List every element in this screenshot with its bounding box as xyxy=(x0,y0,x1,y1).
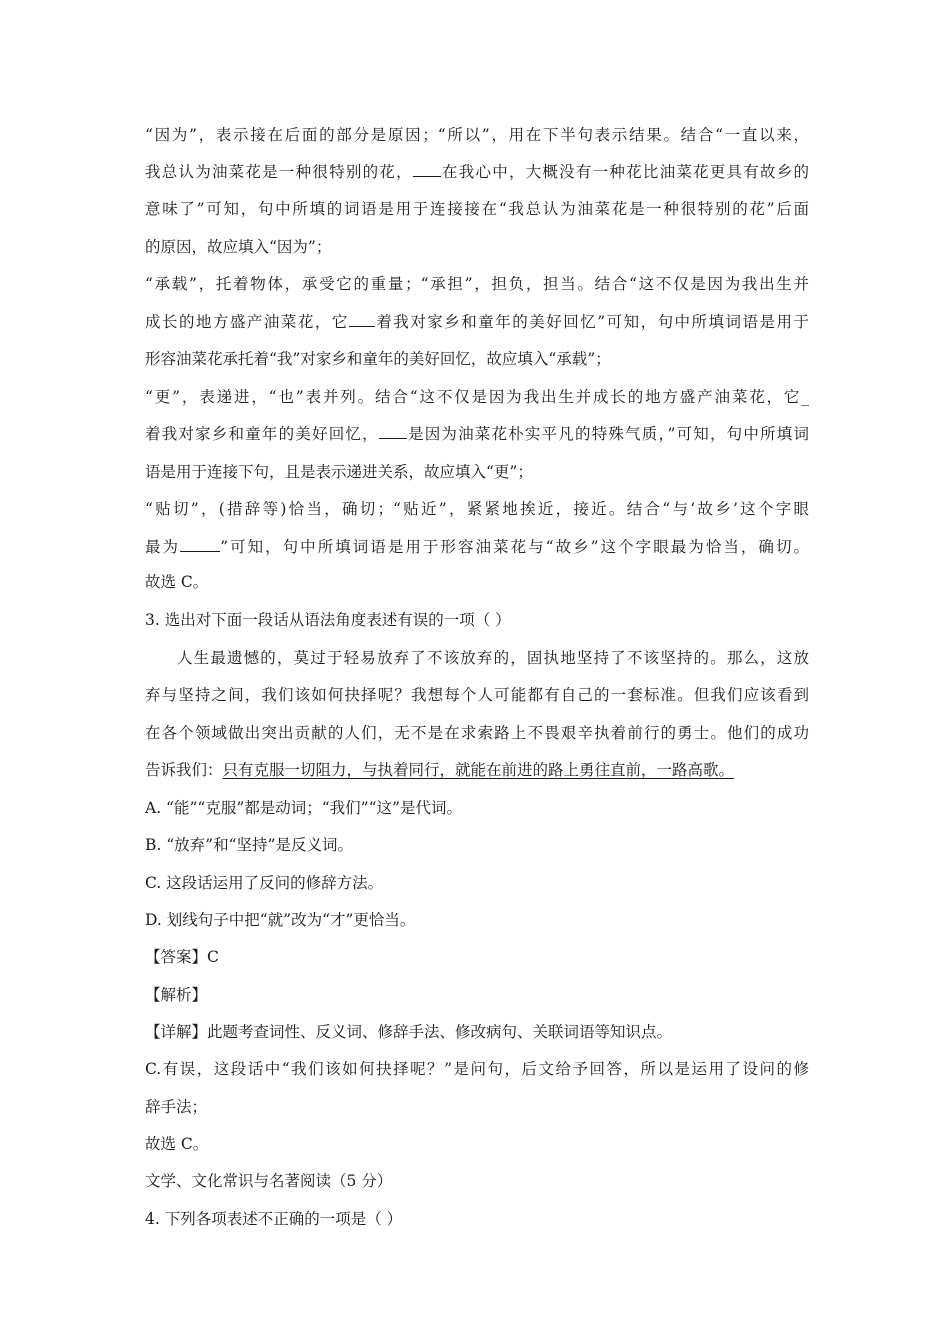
section-heading: 文学、文化常识与名著阅读（5 分） xyxy=(145,1172,393,1190)
answer-label: 【答案】C xyxy=(145,948,219,966)
fill-in-blank xyxy=(349,312,375,327)
underlined-sentence: 只有克服一切阻力，与执着同行，就能在前进的路上勇往直前，一路高歌。 xyxy=(222,761,735,779)
fill-in-blank xyxy=(413,162,441,177)
passage-line: 在各个领域做出突出贡献的人们，无不是在求索路上不畏艰辛执着前行的勇士。他们的成功 xyxy=(145,724,809,742)
text-line: C.有误，这段话中“我们该如何抉择呢？”是问句，后文给予回答，所以是运用了设问的修 xyxy=(145,1060,809,1078)
passage-line: 告诉我们：只有克服一切阻力，与执着同行，就能在前进的路上勇往直前，一路高歌。 xyxy=(145,761,735,779)
text-line: “因为”，表示接在后面的部分是原因；“所以”，用在下半句表示结果。结合“一直以来， xyxy=(145,126,809,144)
option-a: A. “能”“克服”都是动词；“我们”“这”是代词。 xyxy=(145,799,462,817)
text-line: 着我对家乡和童年的美好回忆， 是因为油菜花朴实平凡的特殊气质，”可知，句中所填词 xyxy=(145,425,809,443)
text-line: 故选 C。 xyxy=(145,1135,209,1153)
text-line: 辞手法； xyxy=(145,1098,208,1116)
fill-in-blank xyxy=(180,537,220,552)
option-c: C. 这段话运用了反问的修辞方法。 xyxy=(145,874,384,892)
option-d: D. 划线句子中把“就”改为“才”更恰当。 xyxy=(145,911,416,929)
question-3-heading: 3. 选出对下面一段话从语法角度表述有误的一项（ ） xyxy=(145,611,511,629)
analysis-label: 【解析】 xyxy=(145,986,208,1004)
question-4-heading: 4. 下列各项表述不正确的一项是（ ） xyxy=(145,1210,403,1228)
text-line: 故选 C。 xyxy=(145,573,209,591)
fill-in-blank xyxy=(379,424,407,439)
text-line: “更”，表递进，“也”表并列。结合“这不仅是因为我出生并成长的地方盛产油菜花，它_ xyxy=(145,388,809,406)
passage-line: 人生最遗憾的，莫过于轻易放弃了不该放弃的，固执地坚持了不该坚持的。那么，这放 xyxy=(177,649,809,667)
detail-line: 【详解】此题考查词性、反义词、修辞手法、修改病句、关联词语等知识点。 xyxy=(145,1023,673,1041)
text-line: 我总认为油菜花是一种很特别的花， 在我心中，大概没有一种花比油菜花更具有故乡的 xyxy=(145,163,809,181)
text-line: 形容油菜花承托着“我”对家乡和童年的美好回忆，故应填入“承载”； xyxy=(145,350,611,368)
option-b: B. “放弃”和“坚持”是反义词。 xyxy=(145,836,353,854)
text-line: “承载”，托着物体，承受它的重量；“承担”，担负，担当。结合“这不仅是因为我出生并 xyxy=(145,275,809,293)
text-line: 的原因，故应填入“因为”； xyxy=(145,238,332,256)
text-line: 意味了”可知，句中所填的词语是用于连接接在“我总认为油菜花是一种很特别的花”后面 xyxy=(145,200,809,218)
text-line: 最为 ”可知，句中所填词语是用于形容油菜花与“故乡”这个字眼最为恰当，确切。 xyxy=(145,538,809,556)
text-line: “贴切”，(措辞等)恰当，确切；“贴近”，紧紧地挨近，接近。结合“与‘故乡’这个字眼 xyxy=(145,500,809,518)
passage-line: 弃与坚持之间，我们该如何抉择呢？我想每个人可能都有自己的一套标准。但我们应该看到 xyxy=(145,686,809,704)
text-line: 语是用于连接下句，且是表示递进关系，故应填入“更”； xyxy=(145,463,533,481)
text-line: 成长的地方盛产油菜花，它 着我对家乡和童年的美好回忆”可知，句中所填词语是用于 xyxy=(145,313,809,331)
